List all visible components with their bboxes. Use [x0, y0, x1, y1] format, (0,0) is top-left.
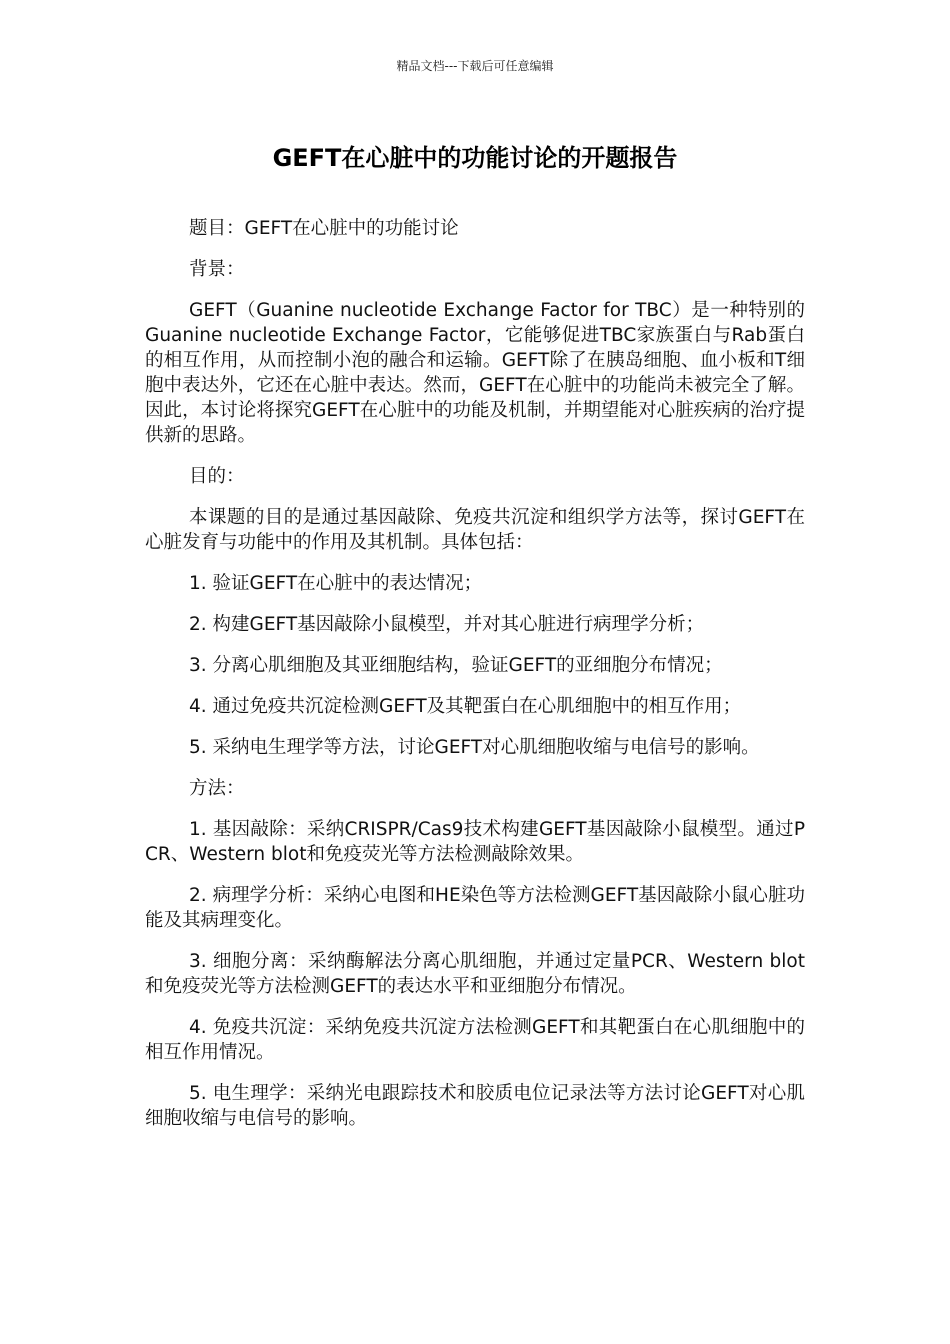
- section-heading-methods: 方法：: [189, 778, 245, 799]
- topic-line: 题目：GEFT在心脏中的功能讨论: [189, 218, 459, 239]
- document-title: GEFT在心脏中的功能讨论的开题报告: [272, 144, 678, 172]
- purpose-item-3: 3. 分离心肌细胞及其亚细胞结构，验证GEFT的亚细胞分布情况；: [189, 655, 723, 676]
- method-item-5: 5. 电生理学：采纳光电跟踪技术和胶质电位记录法等方法讨论GEFT对心肌细胞收缩与电信号的影响。: [145, 1083, 805, 1129]
- purpose-item-4: 4. 通过免疫共沉淀检测GEFT及其靶蛋白在心肌细胞中的相互作用；: [189, 696, 742, 717]
- section-heading-purpose: 目的：: [189, 466, 245, 487]
- section-heading-background: 背景：: [189, 259, 245, 280]
- purpose-paragraph: 本课题的目的是通过基因敲除、免疫共沉淀和组织学方法等，探讨GEFT在心脏发育与功能中的作用及其机制。具体包括：: [145, 507, 805, 553]
- method-item-4: 4. 免疫共沉淀：采纳免疫共沉淀方法检测GEFT和其靶蛋白在心肌细胞中的相互作用情况。: [145, 1017, 805, 1063]
- method-item-3: 3. 细胞分离：采纳酶解法分离心肌细胞，并通过定量PCR、Western blot和免疫荧光等方法检测GEFT的表达水平和亚细胞分布情况。: [145, 951, 805, 997]
- purpose-item-1: 1. 验证GEFT在心脏中的表达情况；: [189, 573, 483, 594]
- background-paragraph: GEFT（Guanine nucleotide Exchange Factor for TBC）是一种特别的Guanine nucleotide Exchange Factor，它能够促进TBC家族蛋白与Rab蛋白的相互作用，从而控制小泡的融合和运输。GEFT除了在胰岛细胞、血小板和T细胞中表达外，它还在心脏中表达。然而，GEFT在心脏中的功能尚未被完全了解。因此，本讨论将探究GEFT在心脏中的功能及机制，并期望能对心脏疾病的治疗提供新的思路。: [145, 300, 805, 446]
- purpose-item-5: 5. 采纳电生理学等方法，讨论GEFT对心肌细胞收缩与电信号的影响。: [189, 737, 760, 758]
- header-note: 精品文档---下载后可任意编辑: [396, 59, 554, 73]
- method-item-2: 2. 病理学分析：采纳心电图和HE染色等方法检测GEFT基因敲除小鼠心脏功能及其病理变化。: [145, 885, 805, 931]
- purpose-item-2: 2. 构建GEFT基因敲除小鼠模型，并对其心脏进行病理学分析；: [189, 614, 705, 635]
- document-body: [145, 216, 805, 1147]
- method-item-1: 1. 基因敲除：采纳CRISPR/Cas9技术构建GEFT基因敲除小鼠模型。通过PCR、Western blot和免疫荧光等方法检测敲除效果。: [145, 819, 805, 865]
